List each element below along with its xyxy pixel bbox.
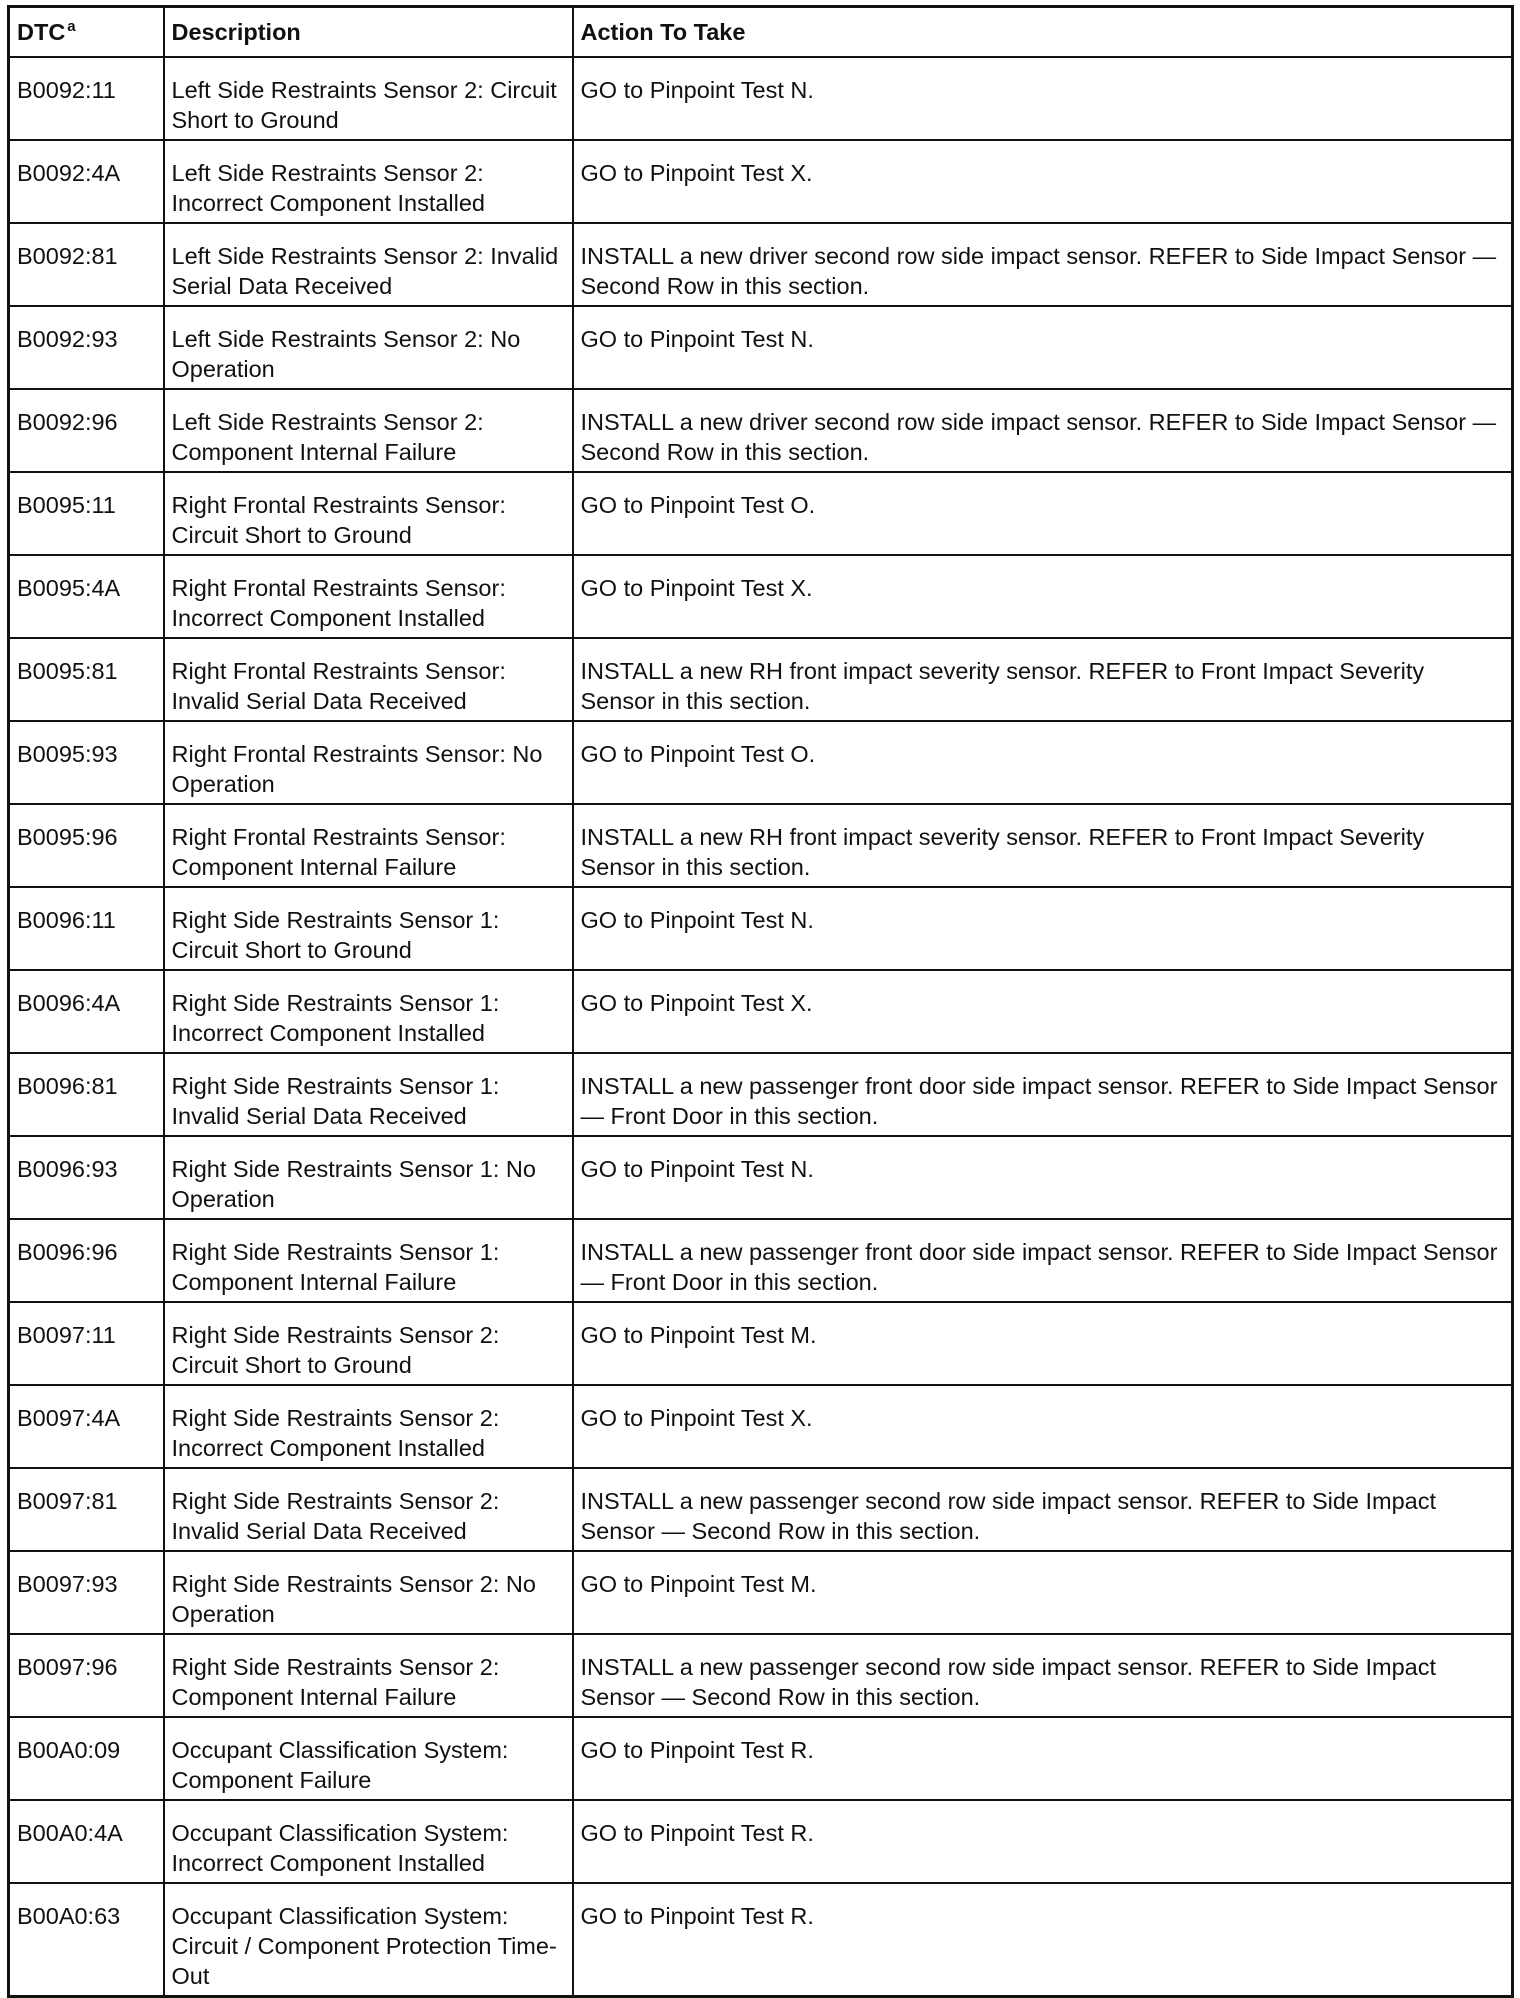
cell-description: Left Side Restraints Sensor 2: Invalid Serial Data Received bbox=[164, 223, 573, 306]
cell-dtc: B0092:81 bbox=[9, 223, 164, 306]
cell-description: Right Side Restraints Sensor 2: Invalid Serial Data Received bbox=[164, 1468, 573, 1551]
cell-description: Right Side Restraints Sensor 1: Circuit Short to Ground bbox=[164, 887, 573, 970]
cell-dtc: B00A0:4A bbox=[9, 1800, 164, 1883]
cell-dtc: B0096:11 bbox=[9, 887, 164, 970]
cell-dtc: B0095:96 bbox=[9, 804, 164, 887]
cell-action: GO to Pinpoint Test X. bbox=[573, 1385, 1513, 1468]
cell-action: GO to Pinpoint Test R. bbox=[573, 1883, 1513, 1997]
cell-description: Occupant Classification System: Incorrect Component Installed bbox=[164, 1800, 573, 1883]
cell-action: GO to Pinpoint Test O. bbox=[573, 721, 1513, 804]
cell-dtc: B0096:96 bbox=[9, 1219, 164, 1302]
cell-action: GO to Pinpoint Test X. bbox=[573, 140, 1513, 223]
cell-action: GO to Pinpoint Test N. bbox=[573, 887, 1513, 970]
cell-description: Occupant Classification System: Component Failure bbox=[164, 1717, 573, 1800]
table-row bbox=[9, 1717, 1513, 1800]
cell-action: INSTALL a new passenger second row side impact sensor. REFER to Side Impact Sensor — Second Row in this section. bbox=[573, 1634, 1513, 1717]
table-row bbox=[9, 970, 1513, 1053]
table-row bbox=[9, 638, 1513, 721]
cell-dtc: B0096:4A bbox=[9, 970, 164, 1053]
cell-description: Left Side Restraints Sensor 2: Component Internal Failure bbox=[164, 389, 573, 472]
table-row bbox=[9, 887, 1513, 970]
cell-description: Right Side Restraints Sensor 2: Circuit Short to Ground bbox=[164, 1302, 573, 1385]
cell-action: GO to Pinpoint Test N. bbox=[573, 306, 1513, 389]
table-row bbox=[9, 804, 1513, 887]
cell-dtc: B0097:93 bbox=[9, 1551, 164, 1634]
table-row bbox=[9, 1385, 1513, 1468]
cell-description: Right Side Restraints Sensor 1: No Operation bbox=[164, 1136, 573, 1219]
table-row bbox=[9, 1053, 1513, 1136]
cell-description: Left Side Restraints Sensor 2: Circuit Short to Ground bbox=[164, 57, 573, 140]
cell-dtc: B0092:96 bbox=[9, 389, 164, 472]
cell-dtc: B0095:93 bbox=[9, 721, 164, 804]
cell-dtc: B0097:4A bbox=[9, 1385, 164, 1468]
cell-description: Right Frontal Restraints Sensor: Circuit Short to Ground bbox=[164, 472, 573, 555]
cell-description: Right Side Restraints Sensor 1: Component Internal Failure bbox=[164, 1219, 573, 1302]
cell-dtc: B0092:11 bbox=[9, 57, 164, 140]
cell-dtc: B00A0:63 bbox=[9, 1883, 164, 1997]
cell-dtc: B0095:11 bbox=[9, 472, 164, 555]
table-row bbox=[9, 1634, 1513, 1717]
cell-description: Occupant Classification System: Circuit / Component Protection Time-Out bbox=[164, 1883, 573, 1997]
cell-action: INSTALL a new RH front impact severity sensor. REFER to Front Impact Severity Sensor in this section. bbox=[573, 638, 1513, 721]
table-row bbox=[9, 472, 1513, 555]
cell-description: Right Side Restraints Sensor 2: Incorrect Component Installed bbox=[164, 1385, 573, 1468]
cell-action: GO to Pinpoint Test O. bbox=[573, 472, 1513, 555]
cell-action: INSTALL a new driver second row side impact sensor. REFER to Side Impact Sensor — Second Row in this section. bbox=[573, 223, 1513, 306]
header-dtc bbox=[9, 7, 164, 57]
cell-action: INSTALL a new RH front impact severity sensor. REFER to Front Impact Severity Sensor in this section. bbox=[573, 804, 1513, 887]
cell-dtc: B0095:81 bbox=[9, 638, 164, 721]
dtc-table bbox=[7, 5, 1514, 1998]
cell-dtc: B0096:81 bbox=[9, 1053, 164, 1136]
cell-dtc: B0095:4A bbox=[9, 555, 164, 638]
table-body bbox=[9, 57, 1513, 1997]
table-row bbox=[9, 57, 1513, 140]
cell-dtc: B0096:93 bbox=[9, 1136, 164, 1219]
cell-dtc: B0092:4A bbox=[9, 140, 164, 223]
table-row bbox=[9, 1551, 1513, 1634]
table-row bbox=[9, 1302, 1513, 1385]
dtc-table-page bbox=[7, 5, 1511, 1998]
cell-action: INSTALL a new passenger front door side impact sensor. REFER to Side Impact Sensor — Front Door in this section. bbox=[573, 1219, 1513, 1302]
table-row bbox=[9, 1136, 1513, 1219]
table-row bbox=[9, 1883, 1513, 1997]
cell-action: INSTALL a new passenger front door side impact sensor. REFER to Side Impact Sensor — Front Door in this section. bbox=[573, 1053, 1513, 1136]
header-row bbox=[9, 7, 1513, 57]
cell-dtc: B0097:81 bbox=[9, 1468, 164, 1551]
header-dtc-label: DTC bbox=[17, 19, 66, 45]
cell-action: INSTALL a new passenger second row side impact sensor. REFER to Side Impact Sensor — Second Row in this section. bbox=[573, 1468, 1513, 1551]
header-dtc-footnote: a bbox=[67, 18, 76, 35]
cell-description: Right Side Restraints Sensor 1: Incorrect Component Installed bbox=[164, 970, 573, 1053]
cell-description: Right Side Restraints Sensor 2: No Operation bbox=[164, 1551, 573, 1634]
cell-dtc: B0097:96 bbox=[9, 1634, 164, 1717]
cell-action: GO to Pinpoint Test N. bbox=[573, 57, 1513, 140]
cell-action: GO to Pinpoint Test M. bbox=[573, 1302, 1513, 1385]
cell-description: Right Frontal Restraints Sensor: Incorrect Component Installed bbox=[164, 555, 573, 638]
cell-description: Right Side Restraints Sensor 2: Component Internal Failure bbox=[164, 1634, 573, 1717]
cell-description: Right Frontal Restraints Sensor: Invalid Serial Data Received bbox=[164, 638, 573, 721]
cell-action: GO to Pinpoint Test X. bbox=[573, 555, 1513, 638]
table-row bbox=[9, 306, 1513, 389]
header-description: Description bbox=[164, 7, 573, 57]
cell-description: Left Side Restraints Sensor 2: No Operation bbox=[164, 306, 573, 389]
cell-action: GO to Pinpoint Test X. bbox=[573, 970, 1513, 1053]
table-row bbox=[9, 1219, 1513, 1302]
table-row bbox=[9, 555, 1513, 638]
table-row bbox=[9, 1800, 1513, 1883]
cell-action: GO to Pinpoint Test M. bbox=[573, 1551, 1513, 1634]
cell-action: GO to Pinpoint Test R. bbox=[573, 1717, 1513, 1800]
table-row bbox=[9, 223, 1513, 306]
table-row bbox=[9, 1468, 1513, 1551]
cell-description: Right Side Restraints Sensor 1: Invalid Serial Data Received bbox=[164, 1053, 573, 1136]
table-header bbox=[9, 7, 1513, 57]
cell-description: Left Side Restraints Sensor 2: Incorrect Component Installed bbox=[164, 140, 573, 223]
cell-dtc: B0097:11 bbox=[9, 1302, 164, 1385]
table-row bbox=[9, 389, 1513, 472]
cell-action: GO to Pinpoint Test R. bbox=[573, 1800, 1513, 1883]
cell-action: INSTALL a new driver second row side impact sensor. REFER to Side Impact Sensor — Second Row in this section. bbox=[573, 389, 1513, 472]
cell-dtc: B00A0:09 bbox=[9, 1717, 164, 1800]
cell-description: Right Frontal Restraints Sensor: Component Internal Failure bbox=[164, 804, 573, 887]
cell-dtc: B0092:93 bbox=[9, 306, 164, 389]
cell-action: GO to Pinpoint Test N. bbox=[573, 1136, 1513, 1219]
table-row bbox=[9, 721, 1513, 804]
header-action: Action To Take bbox=[573, 7, 1513, 57]
cell-description: Right Frontal Restraints Sensor: No Operation bbox=[164, 721, 573, 804]
table-row bbox=[9, 140, 1513, 223]
